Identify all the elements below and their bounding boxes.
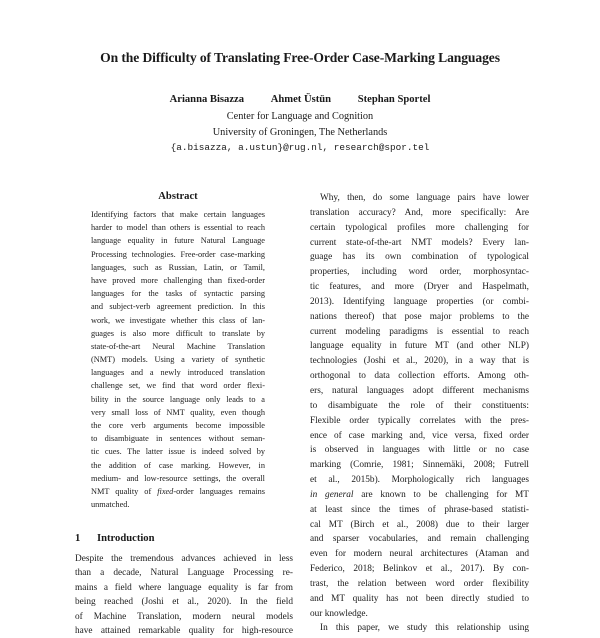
body-line: et al., 2015b). Morphologically rich languages (310, 475, 529, 486)
abstract-emphasis: fixed (157, 486, 174, 496)
section-heading-introduction (75, 533, 155, 544)
section-number: 1 (75, 533, 81, 544)
body-line: In this paper, we study this relationship using (320, 623, 529, 634)
abstract-line: and subject-verb agreement prediction. In this (91, 302, 265, 312)
affiliation-line: Center for Language and Cognition (226, 111, 374, 122)
abstract-line: have proved more challenging than fixed-order (91, 275, 265, 285)
abstract-line: unmatched. (91, 500, 130, 510)
abstract-line: work, we investigate whether this class of lan- (91, 315, 265, 325)
abstract-line: the addition of case marking. However, in (91, 460, 265, 470)
abstract-line: guages is also more difficult to translate by (91, 328, 265, 338)
intro-line: than a decade, Natural Language Processing re- (75, 568, 293, 579)
right-column-body (310, 191, 529, 636)
body-line: marking (Comrie, 1981; Sinnemäki, 2008; Futrell (310, 460, 529, 471)
body-line: ence of case marking and, vice versa, fixed order (310, 430, 529, 441)
intro-line: mains a field where language equality is far from (75, 582, 293, 593)
abstract-body (91, 208, 265, 511)
body-line: is observed in languages with little or no case (310, 445, 529, 456)
intro-line: being reached (Joshi et al., 2020). In the field (75, 597, 293, 608)
abstract-line: languages and a newly introduced translation (91, 368, 265, 378)
abstract-line: Processing technologies. Free-order case-marking (91, 249, 265, 259)
abstract-line: bility in the source language only leads to a (91, 394, 265, 404)
affiliation-line: University of Groningen, The Netherlands (212, 127, 388, 138)
body-line: our knowledge. (310, 608, 368, 619)
abstract-text: -order languages remains (173, 486, 266, 496)
abstract-line: languages, such as Russian, Latin, or Tamil, (91, 262, 265, 272)
intro-line: Despite the tremendous advances achieved in less (75, 554, 293, 564)
paper-title: On the Difficulty of Translating Free-Order Case-Marking Languages (100, 50, 500, 65)
abstract-text: NMT quality of (91, 486, 158, 496)
abstract-line: very small loss of NMT quality, even though (91, 407, 265, 417)
body-line: nations thereof) that pose major problems to the (310, 311, 529, 322)
body-line: Flexible order typically correlates with the pres- (310, 415, 529, 426)
body-line: to disambiguate the role of their constituents: (310, 400, 529, 411)
introduction-body (75, 552, 293, 638)
abstract-heading: Abstract (158, 191, 198, 202)
body-line: tic features, and more (Dryer and Haspelmath, (310, 282, 529, 293)
author-emails: {a.bisazza, a.ustun}@rug.nl, research@spor.tel (170, 142, 430, 153)
body-line: Federico, 2018; Belinkov et al., 2017). By con- (310, 564, 529, 575)
intro-line: have attained remarkable quality for high-resource (75, 625, 293, 636)
body-text: are known to be challenging for MT (353, 489, 529, 500)
body-line: trast, the relation between word order flexibility (310, 578, 529, 589)
body-line: 2013). Identifying language properties (or combi- (310, 296, 529, 307)
abstract-line: the core verb arguments become impossible (91, 421, 265, 430)
section-title: Introduction (97, 533, 155, 544)
body-line: language equality in future MT (and other NLP) (310, 341, 529, 352)
body-line: and MT quality has not been directly studied to (310, 593, 529, 604)
body-line: even for modern neural architectures (Ataman and (310, 549, 529, 560)
body-line: cal MT (Birch et al., 2008) due to their larger (310, 519, 529, 530)
body-line (310, 488, 529, 503)
body-line: technologies (Joshi et al., 2020), in a way that is (310, 356, 529, 367)
abstract-line: tic cues. The latter issue is indeed solved by (91, 447, 265, 457)
abstract-line: to disambiguate in sentences without seman- (91, 434, 265, 444)
author-name: Ahmet Üstün (270, 94, 332, 105)
body-line: translation accuracy? And, more specifically: Are (310, 207, 529, 218)
body-line: current modeling paradigms is essential to reach (310, 326, 529, 337)
abstract-line: harder to model than others is essential to reach (91, 223, 265, 233)
abstract-line: languages for the tasks of syntactic parsing (91, 289, 265, 299)
body-line: Why, then, do some language pairs have lower (320, 193, 529, 203)
body-line: guage has its own combination of typological (310, 252, 529, 263)
abstract-line: language equality in future Natural Language (91, 236, 265, 246)
body-line: properties, including word order, morphosyntac- (310, 267, 529, 278)
body-line: orthogonal to data collection efforts. Among oth- (310, 371, 529, 382)
abstract-line: state-of-the-art Neural Machine Translation (91, 341, 265, 351)
body-line: and sparser vocabularies, and remain challenging (310, 534, 529, 545)
abstract-line (91, 485, 265, 498)
abstract-line: challenge set, we find that word order flexi- (91, 381, 265, 391)
body-line: current state-of-the-art NMT models? Every lan- (310, 237, 529, 248)
intro-line: of Machine Translation, modern neural models (75, 611, 293, 622)
author-name: Stephan Sportel (357, 94, 431, 105)
abstract-line: Identifying factors that make certain languages (91, 210, 265, 219)
author-list (0, 94, 600, 105)
abstract-line: medium- and low-resource settings, the overall (91, 473, 265, 483)
body-line: at least since the times of phrase-based statisti- (310, 504, 529, 515)
body-line: certain typological profiles more challenging for (310, 222, 529, 233)
body-emphasis: in general (310, 489, 354, 500)
abstract-line: (NMT) models. Using a variety of synthetic (91, 355, 265, 365)
body-line: ers, natural languages adopt different mechanisms (310, 385, 529, 396)
author-name: Arianna Bisazza (169, 94, 245, 105)
